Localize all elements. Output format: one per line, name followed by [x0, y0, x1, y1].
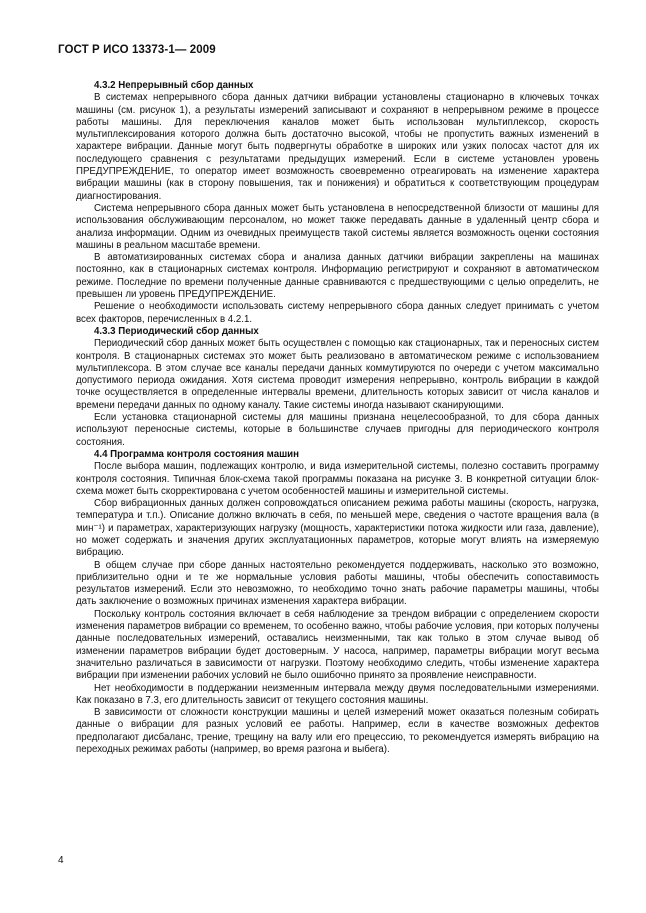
section-heading-4-4: 4.4 Программа контроля состояния машин — [94, 448, 299, 460]
paragraph: Решение о необходимости использовать систему непрерывного сбора данных следует принимать с учетом всех факторов, перечисленных в 4.2.1. — [76, 301, 599, 325]
page-number: 4 — [58, 855, 64, 866]
section-heading-4-3-3: 4.3.3 Периодический сбор данных — [94, 325, 259, 337]
paragraph: В зависимости от сложности конструкции машины и целей измерений может оказаться полезным собирать данные о вибрации для разных условий ее работы. Например, если в качестве возможных дефектов предполагают дисбаланс, трение, трещину на валу или его прецессию, то рекомендуется измерять вибрацию на переходных режимах работы (например, во время разгона и выбега). — [76, 707, 599, 756]
paragraph: В общем случае при сборе данных настоятельно рекомендуется поддерживать, насколько это возможно, приблизительно одни и те же нормальные условия работы машины, чтобы обеспечить сопоставимость результатов измерений. Если это невозможно, то необходимо точно знать рабочие параметры машины, чтобы дать заключение о возможных причинах изменения характера вибрации. — [76, 559, 599, 608]
paragraph: Периодический сбор данных может быть осуществлен с помощью как стационарных, так и переносных систем контроля. В стационарных системах это может быть реализовано в автоматическом режиме с использованием мультиплексора. В этом случае все каналы передачи данных коммутируются по очереди с учетом максимально допустимого периода ожидания. Хотя система проводит измерения непрерывно, контроль вибрации в каждой точке осуществляется в определенные интервалы времени, длительность которых зависит от числа каналов и времени передачи данных по одному каналу. Такие системы иногда называют сканирующими. — [76, 338, 599, 411]
section-heading-4-3-2: 4.3.2 Непрерывный сбор данных — [94, 80, 254, 91]
document-body — [76, 80, 599, 756]
paragraph: После выбора машин, подлежащих контролю, и вида измерительной системы, полезно составить программу контроля состояния. Типичная блок-схема такой программы показана на рисунке 3. В конкретной ситуации блок-схема может быть скорректирована с учетом особенностей машины и измерительной системы. — [76, 461, 599, 497]
paragraph: Нет необходимости в поддержании неизменным интервала между двумя последовательными измерениями. Как показано в 7.3, его длительность зависит от текущего состояния машины. — [76, 682, 599, 706]
paragraph: Поскольку контроль состояния включает в себя наблюдение за трендом вибрации с определением скорости изменения параметров вибрации со временем, то особенно важно, чтобы рабочие условия, при которых получены данные последовательных измерений, оставались неизменными, так как только в этом случае вывод об изменении параметров вибрации будет достоверным. У насоса, например, параметры вибрации могут весьма значительно различаться в зависимости от нагрузки. Поэтому необходимо следить, чтобы изменение характера вибрации при изменении рабочих условий не было ошибочно принято за проявление неисправности. — [76, 608, 599, 682]
paragraph: Если установка стационарной системы для машины признана нецелесообразной, то для сбора данных используют переносные системы, которые в большинстве случаев пригодны для периодического контроля состояния. — [76, 412, 599, 448]
document-header: ГОСТ Р ИСО 13373-1— 2009 — [58, 44, 216, 56]
paragraph: В системах непрерывного сбора данных датчики вибрации установлены стационарно в ключевых точках машины (см. рисунок 1), а результаты измерений записывают и сохраняют в непрерывном режиме в процессе работы машины. Для переключения каналов может быть использован мультиплексор, скорость мультиплексирования которого должна быть достаточно высокой, чтобы не пропустить важных изменений в характере вибрации. Данные могут быть подвергнуты обработке в широких или узких полосах частот для их последующего сравнения с результатами предыдущих измерений. Если в системе установлен уровень ПРЕДУПРЕЖДЕНИЕ, то оператор имеет возможность своевременно отреагировать на изменение характера вибрации машины (как в сторону повышения, так и понижения) и обратиться к соответствующим процедурам диагностирования. — [76, 92, 599, 202]
paragraph: В автоматизированных системах сбора и анализа данных датчики вибрации закреплены на машинах постоянно, как в стационарных системах контроля. Информацию регистрируют и сохраняют в автоматическом режиме. Последние по времени полученные данные сравниваются с предшествующими с целью определить, не превышен ли уровень ПРЕДУПРЕЖДЕНИЕ. — [76, 252, 599, 301]
paragraph: Сбор вибрационных данных должен сопровождаться описанием режима работы машины (скорость, нагрузка, температура и т.п.). Описание должно включать в себя, по меньшей мере, сведения о частоте вращения вала (в мин⁻¹) и параметрах, характеризующих нагрузку (мощность, характеристики потока жидкости или газа, давление), но может содержать и значения других эксплуатационных параметров, которые могут влиять на измеряемую вибрацию. — [76, 498, 599, 559]
paragraph: Система непрерывного сбора данных может быть установлена в непосредственной близости от машины для использования обслуживающим персоналом, но может также передавать данные в удаленный центр сбора и анализа информации. Одним из очевидных преимуществ такой системы является возможность оценки состояния машины в реальном масштабе времени. — [76, 202, 599, 251]
